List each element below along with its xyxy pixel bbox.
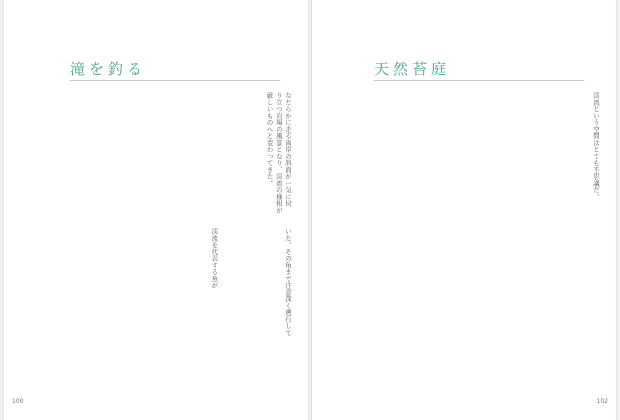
text-line — [499, 92, 508, 210]
text-line — [172, 92, 181, 210]
text-line — [274, 228, 283, 358]
text-line — [582, 92, 591, 210]
text-line — [182, 92, 191, 210]
text-line — [228, 92, 237, 210]
text-line — [218, 228, 227, 358]
text-line — [572, 228, 581, 358]
text-line — [246, 228, 255, 358]
right-page — [312, 0, 616, 420]
left-title-rule — [70, 80, 280, 81]
text-line — [228, 228, 237, 358]
left-body-upper — [154, 92, 292, 214]
text-line — [255, 228, 264, 358]
text-line: なだらかに走る両岸の斜面が一気に切 — [284, 92, 292, 207]
text-line — [471, 92, 480, 210]
text-line — [572, 92, 581, 210]
text-line — [172, 228, 181, 358]
text-line — [471, 228, 480, 358]
text-line — [582, 228, 591, 358]
text-line — [563, 92, 572, 210]
text-line — [163, 228, 172, 358]
text-line — [508, 228, 517, 358]
text-line — [554, 92, 563, 210]
text-line — [480, 228, 489, 358]
text-line — [246, 92, 255, 210]
text-line: 渓流を代表する魚が — [210, 228, 219, 289]
text-line — [237, 228, 246, 358]
text-line — [526, 92, 535, 210]
text-line: いた。その角まで注意深く遡行して — [284, 228, 292, 336]
text-line — [517, 92, 526, 210]
text-line — [462, 92, 471, 210]
right-page-title: 天然苔庭 — [374, 60, 451, 78]
left-page-number: 100 — [12, 398, 24, 405]
text-line — [209, 92, 218, 210]
text-line — [554, 228, 563, 358]
text-line — [591, 228, 600, 358]
left-page — [4, 0, 308, 420]
text-line — [191, 92, 200, 210]
right-page-number: 102 — [596, 398, 608, 405]
text-line — [490, 92, 499, 210]
text-line — [255, 92, 264, 210]
text-line — [462, 228, 471, 358]
text-line — [499, 228, 508, 358]
text-line — [163, 92, 172, 210]
text-line: 渓流という空間はとても不思議だ。 — [592, 92, 600, 200]
right-body-upper — [462, 92, 600, 210]
text-line: 厳しいものへと変わってきた。 — [265, 92, 274, 187]
text-line — [563, 228, 572, 358]
text-line — [526, 228, 535, 358]
text-line — [200, 92, 209, 210]
text-line — [200, 228, 209, 358]
text-line — [264, 228, 273, 358]
text-line — [191, 228, 200, 358]
text-line — [490, 228, 499, 358]
text-line — [536, 228, 545, 358]
left-page-title: 滝を釣る — [70, 60, 147, 78]
text-line — [508, 92, 517, 210]
text-line — [218, 92, 227, 210]
text-line — [182, 228, 191, 358]
text-line — [545, 92, 554, 210]
text-line — [154, 92, 163, 210]
text-line — [237, 92, 246, 210]
text-line — [480, 92, 489, 210]
left-body-lower — [154, 228, 292, 358]
right-title-rule — [374, 80, 584, 81]
text-line — [545, 228, 554, 358]
text-line: り立つ岩場の風景となり、渓流の様相が — [274, 92, 283, 214]
text-line — [536, 92, 545, 210]
right-body-lower — [462, 228, 600, 358]
text-line — [154, 228, 163, 358]
text-line — [517, 228, 526, 358]
